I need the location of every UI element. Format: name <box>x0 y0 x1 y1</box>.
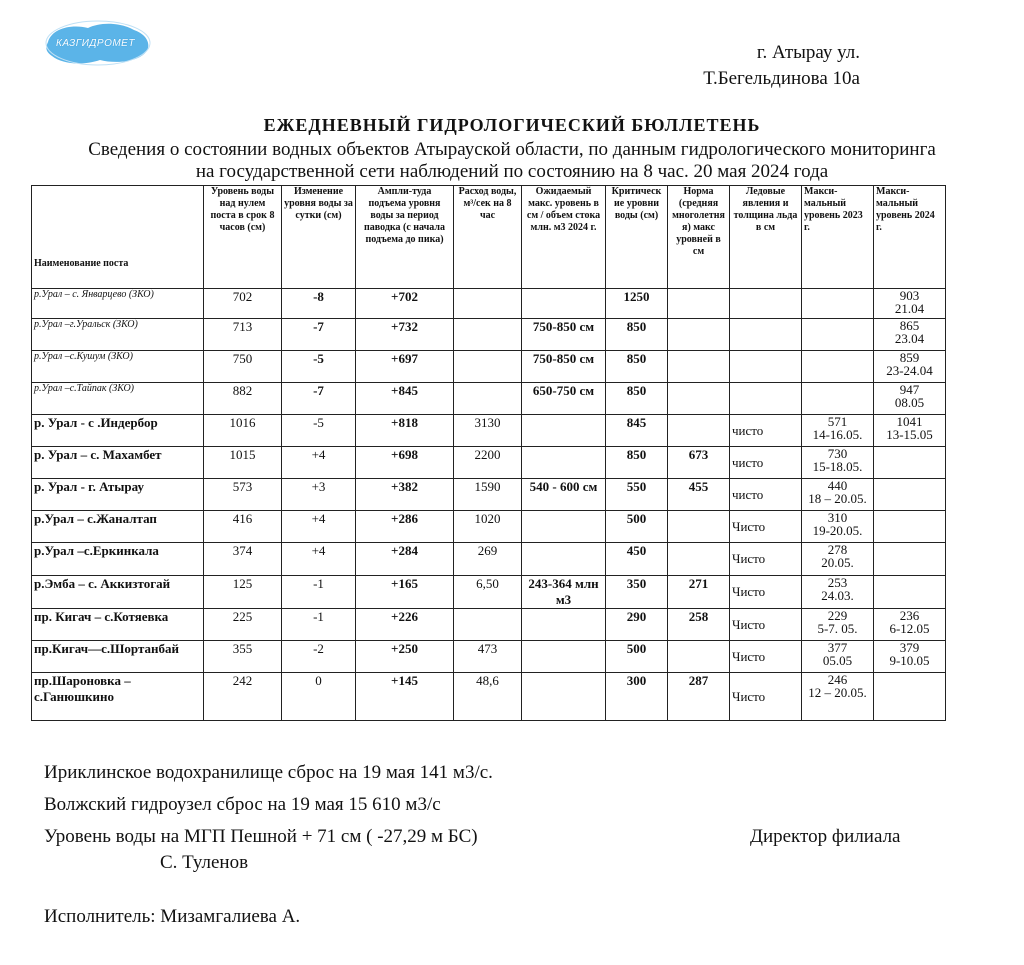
max-2023-cell <box>802 641 874 673</box>
max-2023-cell <box>802 415 874 447</box>
amplitude-cell: +145 <box>356 673 454 721</box>
level-cell: 882 <box>204 383 282 415</box>
max-2024-date: 23-24.04 <box>886 363 933 378</box>
change-cell: +4 <box>282 447 356 479</box>
max-2023-date: 24.03. <box>821 588 854 603</box>
max-2024-date: 23.04 <box>894 331 925 346</box>
amplitude-cell: +732 <box>356 319 454 351</box>
post-name-cell: пр.Шароновка – с.Ганюшкино <box>32 673 204 721</box>
logo-text: КАЗГИДРОМЕТ <box>56 38 135 49</box>
director-label: Директор филиала <box>750 826 901 847</box>
norm-cell <box>668 415 730 447</box>
max-2023-cell <box>802 319 874 351</box>
max-2024-cell <box>874 543 946 576</box>
max-2024-date: 9-10.05 <box>889 653 930 668</box>
ice-cell <box>730 319 802 351</box>
header-norm: Норма (средняя многолетня я) макс уровней в см <box>668 186 730 289</box>
max-2024-value: 865 <box>899 318 920 333</box>
max-2023-date: 14-16.05. <box>812 427 863 442</box>
table-row <box>32 479 946 511</box>
level-cell: 702 <box>204 289 282 319</box>
level-cell: 125 <box>204 576 282 609</box>
ice-cell: чисто <box>730 447 802 479</box>
norm-cell <box>668 383 730 415</box>
max-2023-date: 19-20.05. <box>812 523 863 538</box>
amplitude-cell: +165 <box>356 576 454 609</box>
norm-cell <box>668 351 730 383</box>
amplitude-cell: +286 <box>356 511 454 543</box>
level-cell: 750 <box>204 351 282 383</box>
max-2023-value: 278 <box>827 542 848 557</box>
flow-cell: 1020 <box>454 511 522 543</box>
change-cell: 0 <box>282 673 356 721</box>
table-row <box>32 543 946 576</box>
flow-cell: 1590 <box>454 479 522 511</box>
address-line-2: Т.Бегельдинова 10а <box>703 68 860 89</box>
post-name-cell: р.Урал – с.Жаналтап <box>32 511 204 543</box>
flow-cell: 48,6 <box>454 673 522 721</box>
level-cell: 355 <box>204 641 282 673</box>
change-cell: +4 <box>282 511 356 543</box>
max-2024-cell <box>874 609 946 641</box>
expected-cell: 243-364 млн м3 <box>522 576 606 609</box>
post-name-cell: р.Эмба – с. Аккизтогай <box>32 576 204 609</box>
max-2023-date: 20.05. <box>821 555 854 570</box>
change-cell: -5 <box>282 351 356 383</box>
header-amplitude: Ампли-туда подъема уровня воды за период паводка (с начала подъема до пика) <box>356 186 454 289</box>
kazhydromet-logo <box>42 18 154 68</box>
amplitude-cell: +818 <box>356 415 454 447</box>
table-row <box>32 576 946 609</box>
max-2024-value: 903 <box>899 288 920 303</box>
expected-cell <box>522 415 606 447</box>
expected-cell <box>522 673 606 721</box>
amplitude-cell: +845 <box>356 383 454 415</box>
ice-cell: Чисто <box>730 576 802 609</box>
table-row <box>32 447 946 479</box>
change-cell: -8 <box>282 289 356 319</box>
post-name-cell: пр. Кигач – с.Котяевка <box>32 609 204 641</box>
post-name-cell: р.Урал –с.Тайпак (ЗКО) <box>32 383 204 415</box>
max-2023-cell <box>802 576 874 609</box>
level-cell: 416 <box>204 511 282 543</box>
change-cell: -5 <box>282 415 356 447</box>
norm-cell: 258 <box>668 609 730 641</box>
norm-cell: 673 <box>668 447 730 479</box>
max-2024-cell <box>874 319 946 351</box>
post-name-cell: р. Урал - г. Атырау <box>32 479 204 511</box>
max-2024-cell <box>874 641 946 673</box>
flow-cell: 473 <box>454 641 522 673</box>
critical-cell: 850 <box>606 447 668 479</box>
ice-cell: Чисто <box>730 609 802 641</box>
max-2024-cell <box>874 447 946 479</box>
expected-cell <box>522 289 606 319</box>
max-2024-cell <box>874 511 946 543</box>
header-flow: Расход воды, м³/сек на 8 час <box>454 186 522 289</box>
max-2024-date: 13-15.05 <box>886 427 933 442</box>
max-2023-value: 440 <box>827 478 848 493</box>
max-2024-date: 6-12.05 <box>889 621 930 636</box>
table-row <box>32 641 946 673</box>
header-max-2023: Макси-мальный уровень 2023 г. <box>802 186 874 289</box>
table-row <box>32 351 946 383</box>
header-max-2024: Макси-мальный уровень 2024 г. <box>874 186 946 289</box>
amplitude-cell: +382 <box>356 479 454 511</box>
critical-cell: 845 <box>606 415 668 447</box>
table-row <box>32 673 946 721</box>
max-2024-cell <box>874 415 946 447</box>
change-cell: -1 <box>282 609 356 641</box>
post-name-cell: пр.Кигач—с.Шортанбай <box>32 641 204 673</box>
expected-cell <box>522 447 606 479</box>
critical-cell: 500 <box>606 511 668 543</box>
note-iriklinskoe: Ириклинское водохранилище сброс на 19 мая 141 м3/с. <box>44 762 493 783</box>
max-2024-value: 379 <box>899 640 920 655</box>
post-name-cell: р.Урал – с. Январцево (ЗКО) <box>32 289 204 319</box>
critical-cell: 850 <box>606 319 668 351</box>
flow-cell <box>454 351 522 383</box>
critical-cell: 850 <box>606 351 668 383</box>
amplitude-cell: +702 <box>356 289 454 319</box>
norm-cell <box>668 289 730 319</box>
norm-cell: 271 <box>668 576 730 609</box>
norm-cell <box>668 319 730 351</box>
max-2023-cell <box>802 511 874 543</box>
max-2023-value: 377 <box>827 640 848 655</box>
critical-cell: 550 <box>606 479 668 511</box>
signer-name: С. Туленов <box>160 852 249 873</box>
expected-cell <box>522 543 606 576</box>
max-2024-cell <box>874 351 946 383</box>
max-2023-value: 310 <box>827 510 848 525</box>
max-2023-cell <box>802 447 874 479</box>
max-2023-cell <box>802 543 874 576</box>
change-cell: -7 <box>282 319 356 351</box>
header-critical: Критическ ие уровни воды (см) <box>606 186 668 289</box>
critical-cell: 290 <box>606 609 668 641</box>
address <box>703 40 860 92</box>
expected-cell: 750-850 см <box>522 319 606 351</box>
max-2023-value: 229 <box>827 608 848 623</box>
table-row <box>32 319 946 351</box>
max-2023-value: 253 <box>827 575 848 590</box>
subtitle-line-1: Сведения о состоянии водных объектов Атырауской области, по данным гидрологического мониторинга <box>88 139 936 160</box>
expected-cell <box>522 641 606 673</box>
max-2023-cell <box>802 289 874 319</box>
level-cell: 1016 <box>204 415 282 447</box>
level-cell: 1015 <box>204 447 282 479</box>
amplitude-cell: +698 <box>356 447 454 479</box>
norm-cell: 455 <box>668 479 730 511</box>
note-volzhsky: Волжский гидроузел сброс на 19 мая 15 610 м3/с <box>44 794 441 815</box>
max-2023-cell <box>802 383 874 415</box>
change-cell: +3 <box>282 479 356 511</box>
post-name-cell: р. Урал - с .Индербор <box>32 415 204 447</box>
ice-cell: Чисто <box>730 511 802 543</box>
level-cell: 242 <box>204 673 282 721</box>
ice-cell: Чисто <box>730 543 802 576</box>
flow-cell <box>454 289 522 319</box>
flow-cell: 3130 <box>454 415 522 447</box>
table-row <box>32 383 946 415</box>
max-2024-value: 859 <box>899 350 920 365</box>
max-2024-date: 21.04 <box>894 301 925 316</box>
flow-cell <box>454 319 522 351</box>
hydro-table <box>31 185 946 721</box>
address-line-1: г. Атырау ул. <box>756 42 860 63</box>
norm-cell <box>668 641 730 673</box>
max-2024-cell <box>874 383 946 415</box>
header-post-name: Наименование поста <box>32 186 204 289</box>
expected-cell <box>522 511 606 543</box>
ice-cell <box>730 383 802 415</box>
ice-cell: Чисто <box>730 673 802 721</box>
max-2023-date: 12 – 20.05. <box>808 685 867 700</box>
critical-cell: 850 <box>606 383 668 415</box>
critical-cell: 1250 <box>606 289 668 319</box>
level-cell: 713 <box>204 319 282 351</box>
level-cell: 225 <box>204 609 282 641</box>
max-2024-cell <box>874 673 946 721</box>
flow-cell <box>454 383 522 415</box>
max-2024-cell <box>874 576 946 609</box>
max-2023-value: 246 <box>827 672 848 687</box>
max-2024-value: 1041 <box>896 414 923 429</box>
post-name-cell: р.Урал –г.Уральск (ЗКО) <box>32 319 204 351</box>
bulletin-title: ЕЖЕДНЕВНЫЙ ГИДРОЛОГИЧЕСКИЙ БЮЛЛЕТЕНЬ <box>263 115 761 135</box>
max-2023-cell <box>802 479 874 511</box>
amplitude-cell: +226 <box>356 609 454 641</box>
max-2023-date: 15-18.05. <box>812 459 863 474</box>
executor-line: Исполнитель: Мизамгалиева А. <box>44 906 301 927</box>
header-change: Изменение уровня воды за сутки (см) <box>282 186 356 289</box>
critical-cell: 500 <box>606 641 668 673</box>
post-name-cell: р.Урал –с.Еркинкала <box>32 543 204 576</box>
ice-cell: Чисто <box>730 641 802 673</box>
max-2023-date: 18 – 20.05. <box>808 491 867 506</box>
flow-cell: 269 <box>454 543 522 576</box>
max-2024-cell <box>874 479 946 511</box>
norm-cell <box>668 543 730 576</box>
header-level: Уровень воды над нулем поста в срок 8 часов (см) <box>204 186 282 289</box>
amplitude-cell: +284 <box>356 543 454 576</box>
flow-cell <box>454 609 522 641</box>
flow-cell: 2200 <box>454 447 522 479</box>
critical-cell: 350 <box>606 576 668 609</box>
table-row <box>32 415 946 447</box>
ice-cell: чисто <box>730 415 802 447</box>
max-2023-cell <box>802 673 874 721</box>
max-2024-value: 947 <box>899 382 920 397</box>
norm-cell: 287 <box>668 673 730 721</box>
header-ice: Ледовые явления и толщина льда в см <box>730 186 802 289</box>
expected-cell: 750-850 см <box>522 351 606 383</box>
table-row <box>32 289 946 319</box>
table-row <box>32 609 946 641</box>
subtitle-line-2: на государственной сети наблюдений по состоянию на 8 час. 20 мая 2024 года <box>195 161 829 182</box>
post-name-cell: р.Урал –с.Кушум (ЗКО) <box>32 351 204 383</box>
max-2024-cell <box>874 289 946 319</box>
level-cell: 374 <box>204 543 282 576</box>
max-2023-value: 571 <box>827 414 848 429</box>
norm-cell <box>668 511 730 543</box>
critical-cell: 450 <box>606 543 668 576</box>
amplitude-cell: +250 <box>356 641 454 673</box>
max-2023-cell <box>802 609 874 641</box>
change-cell: -7 <box>282 383 356 415</box>
max-2024-date: 08.05 <box>894 395 925 410</box>
bulletin-subtitle <box>0 139 1024 183</box>
max-2024-value: 236 <box>899 608 920 623</box>
table-header-row <box>32 186 946 289</box>
ice-cell <box>730 289 802 319</box>
max-2023-date: 5-7. 05. <box>817 621 858 636</box>
note-peshnoy: Уровень воды на МГП Пешной + 71 см ( -27,29 м БС) <box>44 826 478 847</box>
header-expected: Ожидаемый макс. уровень в см / объем стока млн. м3 2024 г. <box>522 186 606 289</box>
expected-cell: 650-750 см <box>522 383 606 415</box>
critical-cell: 300 <box>606 673 668 721</box>
expected-cell <box>522 609 606 641</box>
change-cell: -1 <box>282 576 356 609</box>
ice-cell <box>730 351 802 383</box>
post-name-cell: р. Урал – с. Махамбет <box>32 447 204 479</box>
amplitude-cell: +697 <box>356 351 454 383</box>
max-2023-date: 05.05 <box>822 653 853 668</box>
max-2023-value: 730 <box>827 446 848 461</box>
expected-cell: 540 - 600 см <box>522 479 606 511</box>
table-row <box>32 511 946 543</box>
change-cell: -2 <box>282 641 356 673</box>
level-cell: 573 <box>204 479 282 511</box>
max-2023-cell <box>802 351 874 383</box>
change-cell: +4 <box>282 543 356 576</box>
ice-cell: чисто <box>730 479 802 511</box>
flow-cell: 6,50 <box>454 576 522 609</box>
